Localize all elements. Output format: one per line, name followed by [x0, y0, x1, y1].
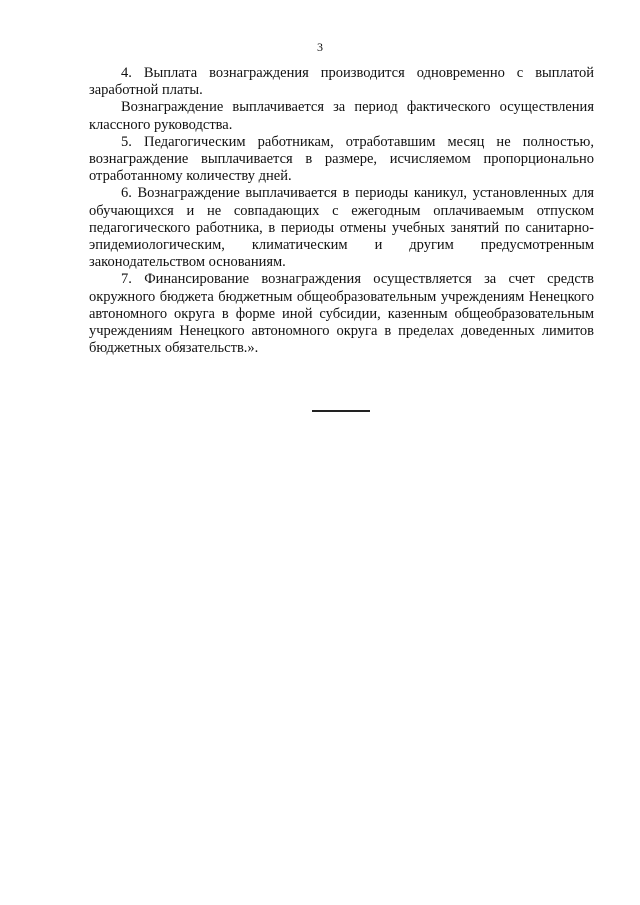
paragraph-item-4-continued: Вознаграждение выплачивается за период фактического осуществления классного руководства.	[89, 99, 594, 133]
end-of-document-divider	[312, 410, 370, 412]
page-number: 3	[317, 40, 323, 54]
paragraph-item-5: 5. Педагогическим работникам, отработавшим месяц не полностью, вознаграждение выплачивается в размере, исчисляемом пропорционально отработанному количеству дней.	[89, 133, 594, 185]
document-body	[89, 65, 594, 357]
paragraph-item-7: 7. Финансирование вознаграждения осуществляется за счет средств окружного бюджета бюджетным общеобразовательным учреждениям Ненецкого автономного округа в форме иной субсидии, казенным общеобразовательным учреждениям Ненецкого автономного округа в пределах доведенных лимитов бюджетных обязательств.».	[89, 271, 594, 357]
paragraph-item-4: 4. Выплата вознаграждения производится одновременно с выплатой заработной платы.	[89, 65, 594, 99]
paragraph-item-6: 6. Вознаграждение выплачивается в периоды каникул, установленных для обучающихся и не совпадающих с ежегодным оплачиваемым отпуском педагогического работника, в периоды отмены учебных занятий по санитарно-эпидемиологическим, климатическим и другим предусмотренным законодательством основаниям.	[89, 185, 594, 271]
